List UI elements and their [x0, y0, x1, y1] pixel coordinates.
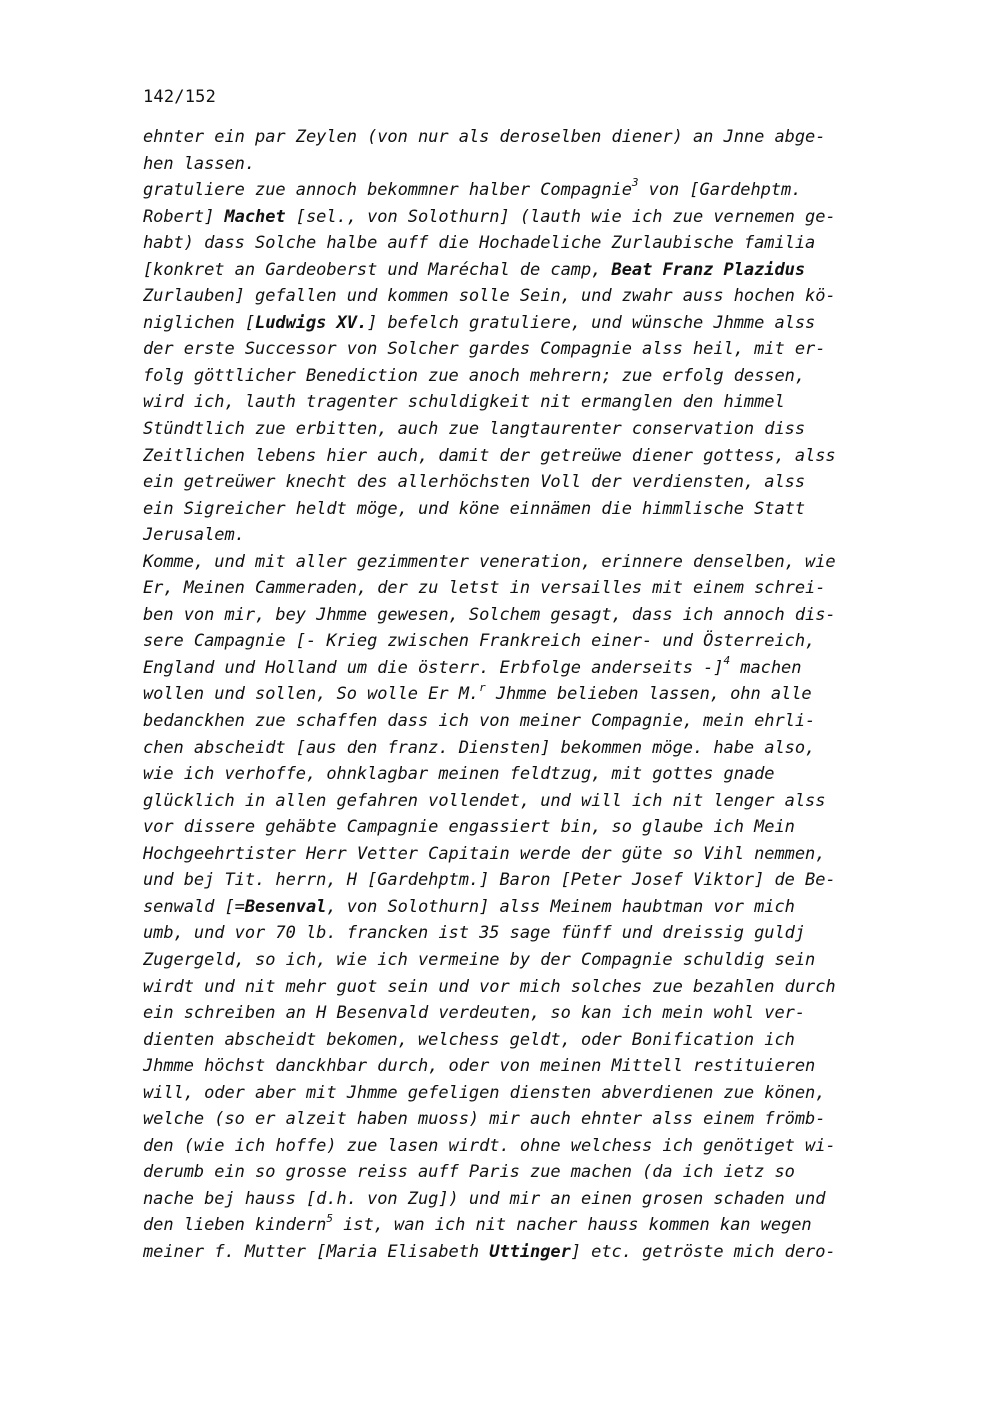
text-line [143, 124, 943, 151]
text-line [143, 522, 943, 549]
text-segment: ehnter ein par Zeylen (von nur als deroselben diener) an Jnne abge- [143, 127, 826, 147]
text-line [143, 204, 943, 231]
bold-name: Beat Franz Plazidus [611, 259, 806, 280]
text-segment: Stündtlich zue erbitten, auch zue langtaurenter conservation diss [143, 419, 806, 440]
text-segment: folg göttlicher Benediction zue anoch mehrern; zue erfolg dessen, [143, 365, 806, 386]
text-line [143, 1027, 943, 1054]
text-line [143, 575, 943, 602]
text-segment: wie ich verhoffe, ohnklagbar meinen feldtzug, mit gottes gnade [143, 764, 775, 785]
text-segment: ben von mir, bey Jhmme gewesen, Solchem gesagt, dass ich annoch dis- [143, 604, 836, 625]
text-segment: und bej Tit. herrn, H [Gardehptm.] Baron [Peter Josef Viktor] de Be- [143, 870, 836, 891]
text-segment: Jerusalem. [143, 525, 245, 546]
text-segment: dienten abscheidt bekomen, welchess geldt, oder Bonification ich [143, 1029, 795, 1050]
footnote-marker: 5 [326, 1211, 333, 1225]
text-line [143, 1053, 943, 1080]
text-segment: , von Solothurn] alss Meinem haubtman vor mich [326, 896, 795, 917]
text-segment: der erste Successor von Solcher gardes Compagnie alss heil, mit er- [143, 339, 826, 360]
bold-name: Uttinger [489, 1241, 571, 1262]
text-segment: [sel., von Solothurn] (lauth wie ich zue vernemen ge- [285, 206, 836, 227]
text-segment: Zeitlichen lebens hier auch, damit der getreüwe diener gottess, alss [143, 445, 836, 466]
text-line [143, 283, 943, 310]
text-line [143, 867, 943, 894]
text-line [143, 177, 943, 204]
text-line [143, 1000, 943, 1027]
text-line [143, 496, 943, 523]
text-line [143, 1133, 943, 1160]
text-segment: Er, Meinen Cammeraden, der zu letst in versailles mit einem schrei- [143, 578, 826, 599]
text-segment: niglichen [ [143, 312, 256, 333]
text-segment: ] befelch gratuliere, und wünsche Jhmme alss [367, 312, 816, 333]
text-segment: von [Gardehptm. [638, 180, 802, 201]
text-segment: wird ich, lauth tragenter schuldigkeit nit ermanglen den himmel [143, 392, 785, 413]
text-line [143, 947, 943, 974]
page-number: 142/152 [143, 87, 217, 107]
text-segment: welche (so er alzeit haben muoss) mir auch ehnter alss einem frömb- [143, 1109, 826, 1130]
text-line [143, 708, 943, 735]
text-line [143, 363, 943, 390]
text-segment: habt) dass Solche halbe auff die Hochadeliche Zurlaubische familia [143, 233, 816, 254]
text-segment: gratuliere zue annoch bekommner halber Compagnie [143, 180, 632, 201]
letter-transcription-body [143, 124, 943, 1266]
text-line [143, 628, 943, 655]
text-line [143, 416, 943, 443]
text-line [143, 1212, 943, 1239]
text-line [143, 1239, 943, 1266]
text-line [143, 894, 943, 921]
text-segment: wollen und sollen, So wolle Er M. [143, 684, 480, 705]
text-segment: meiner f. Mutter [Maria Elisabeth [143, 1241, 490, 1262]
text-line [143, 230, 943, 257]
text-segment: England und Holland um die österr. Erbfolge anderseits -] [143, 657, 724, 678]
text-segment: Zurlauben] gefallen und kommen solle Sein, und zwahr auss hochen kö- [143, 286, 836, 307]
text-segment: Komme, und mit aller gezimmenter veneration, erinnere denselben, wie [143, 551, 836, 572]
text-segment: wirdt und nit mehr guot sein und vor mich solches zue bezahlen durch [143, 976, 836, 997]
text-line [143, 469, 943, 496]
text-line [143, 788, 943, 815]
footnote-marker: 4 [723, 654, 731, 668]
text-line [143, 814, 943, 841]
text-line [143, 443, 943, 470]
text-segment: Jhmme höchst danckhbar durch, oder von meinen Mittell restituieren [143, 1056, 816, 1077]
text-segment: umb, und vor 70 lb. francken ist 35 sage fünff und dreissig guldj [143, 923, 806, 944]
text-segment: Zugergeld, so ich, wie ich vermeine by der Compagnie schuldig sein [143, 949, 816, 970]
text-segment: will, oder aber mit Jhmme gefeligen diensten abverdienen zue könen, [143, 1082, 826, 1103]
text-segment: nache bej hauss [d.h. von Zug]) und mir an einen grosen schaden und [143, 1188, 826, 1209]
text-line [143, 655, 943, 682]
bold-name: Besenval [244, 896, 327, 917]
text-line [143, 761, 943, 788]
text-line [143, 974, 943, 1001]
text-segment: den (wie ich hoffe) zue lasen wirdt. ohne welchess ich genötiget wi- [143, 1135, 836, 1156]
text-segment: ein Sigreicher heldt möge, und köne einnämen die himmlische Statt [143, 498, 806, 519]
footnote-marker: r [479, 680, 486, 694]
text-segment: [konkret an Gardeoberst und Maréchal de camp, [143, 259, 612, 280]
text-line [143, 920, 943, 947]
text-line [143, 151, 943, 178]
text-line [143, 1080, 943, 1107]
text-segment: machen [730, 657, 802, 678]
text-segment: ein getreüwer knecht des allerhöchsten Voll der verdiensten, alss [143, 472, 806, 493]
text-line [143, 257, 943, 284]
text-segment: sere Campagnie [- Krieg zwischen Frankreich einer- und Österreich, [143, 631, 816, 652]
bold-name: Machet [224, 206, 286, 227]
text-segment: bedanckhen zue schaffen dass ich von meiner Compagnie, mein ehrli- [143, 711, 816, 732]
text-line [143, 1159, 943, 1186]
text-segment: Hochgeehrtister Herr Vetter Capitain werde der güte so Vihl nemmen, [143, 843, 826, 864]
text-segment: hen lassen. [143, 153, 256, 174]
text-segment: Jhmme belieben lassen, ohn alle [485, 684, 812, 705]
text-segment: senwald [= [143, 896, 245, 917]
text-line [143, 602, 943, 629]
text-segment: ist, wan ich nit nacher hauss kommen kan wegen [332, 1215, 812, 1236]
text-segment: Robert] [143, 206, 225, 227]
text-line [143, 841, 943, 868]
text-segment: glücklich in allen gefahren vollendet, und will ich nit lenger alss [143, 790, 826, 811]
text-segment: ein schreiben an H Besenvald verdeuten, so kan ich mein wohl ver- [143, 1003, 806, 1024]
text-line [143, 735, 943, 762]
bold-name: Ludwigs XV. [255, 312, 368, 333]
text-line [143, 310, 943, 337]
text-segment: den lieben kindern [143, 1215, 327, 1236]
text-line [143, 681, 943, 708]
text-line [143, 1186, 943, 1213]
text-segment: vor dissere gehäbte Campagnie engassiert bin, so glaube ich Mein [143, 817, 795, 838]
text-segment: derumb ein so grosse reiss auff Paris zue machen (da ich ietz so [143, 1162, 795, 1183]
text-line [143, 1106, 943, 1133]
text-segment: ] etc. getröste mich dero- [570, 1241, 836, 1262]
text-line [143, 389, 943, 416]
text-line [143, 549, 943, 576]
text-line [143, 336, 943, 363]
text-segment: chen abscheidt [aus den franz. Diensten] bekommen möge. habe also, [143, 737, 816, 758]
footnote-marker: 3 [631, 176, 639, 190]
